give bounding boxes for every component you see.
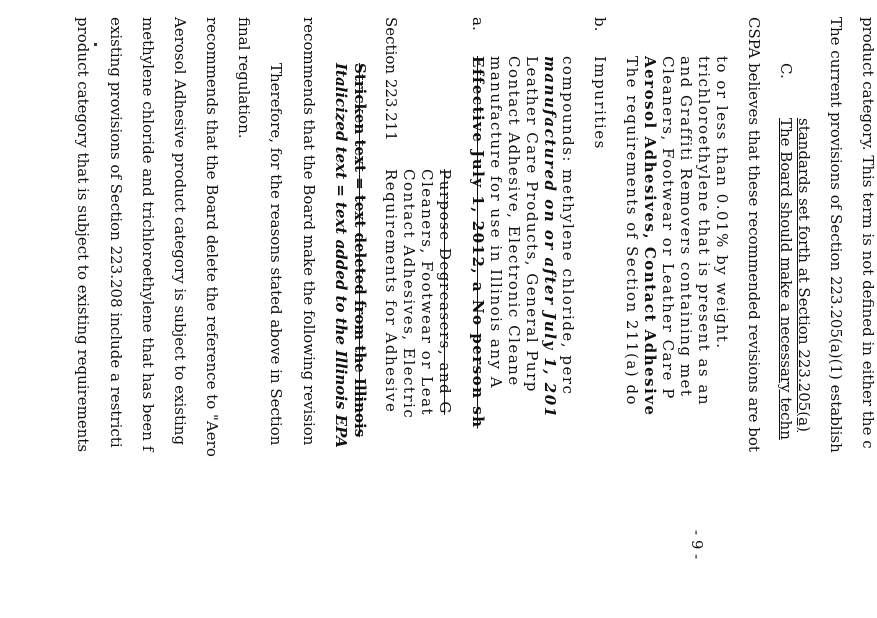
section-number: Section 223.211: [382, 17, 400, 141]
rule-text-line: Contact Adhesive, Electronic Cleane: [505, 56, 523, 387]
legend-stricken: Stricken text = text deleted from the Illinois: [351, 63, 369, 438]
legend-italicized: Italicized text = text added to the Illinois EPA: [332, 63, 350, 448]
section-title-line: Purpose Degreasers, and G: [436, 169, 454, 415]
rule-text-line: trichloroethylene that is present as an: [695, 56, 713, 406]
subsection-label: b.: [591, 17, 609, 32]
body-line: final regulation.: [235, 17, 253, 139]
rule-text-line: manufacture for use in Illinois any A: [487, 56, 505, 390]
subsection-label: a.: [469, 17, 487, 31]
rule-text-line: Cleaners, Footwear or Leather Care P: [659, 56, 677, 400]
body-line: product category that is subject to existing requirements: [74, 17, 92, 453]
rule-text-line: Leather Care Products, General Purp: [523, 56, 541, 393]
rule-text-line: and Graffiti Removers containing met: [677, 56, 695, 398]
subsection-label: C.: [777, 63, 795, 79]
body-line: Therefore, for the reasons stated above in Section: [267, 63, 285, 446]
body-line: standards set forth at Section 223.205(a): [795, 118, 813, 432]
section-title-line: Cleaners, Footwear or Leat: [418, 169, 436, 417]
rule-text-line: Effective July 1, 2012, a No person sh: [469, 56, 487, 429]
rule-text-line: manufactured on or after July 1, 201: [541, 56, 559, 419]
rule-text-line: to or less than 0.01% by weight.: [713, 56, 731, 350]
section-title-line: Requirements for Adhesive: [382, 169, 400, 414]
rule-text-line: The requirements of Section 211(a) do: [623, 56, 641, 407]
body-line: CSPA believes that these recommended revisions are bot: [745, 17, 763, 452]
body-line: recommends that the Board make the following revision: [300, 17, 318, 446]
body-line: product category. This term is not defined in either the c: [859, 17, 877, 449]
body-line: Aerosol Adhesive product category is subject to existing: [171, 17, 189, 446]
body-line: The current provisions of Section 223.205(a)(1) establish: [827, 17, 845, 453]
scan-speck: [94, 43, 97, 46]
body-line: methylene chloride and trichloroethylene that has been f: [139, 17, 157, 452]
rule-text-line: Aerosol Adhesives, Contact Adhesive: [641, 56, 659, 417]
body-line: recommends that the Board delete the reference to "Aero: [203, 17, 221, 457]
section-title-line: Contact Adhesives, Electric: [400, 169, 418, 420]
body-line: The Board should make a necessary techn: [777, 118, 795, 440]
subsection-heading: Impurities: [591, 56, 609, 150]
body-line: existing provisions of Section 223.208 include a restricti: [107, 17, 125, 448]
rule-text-line: compounds: methylene chloride, perc: [559, 56, 577, 396]
page-number: - 9 -: [688, 530, 706, 560]
